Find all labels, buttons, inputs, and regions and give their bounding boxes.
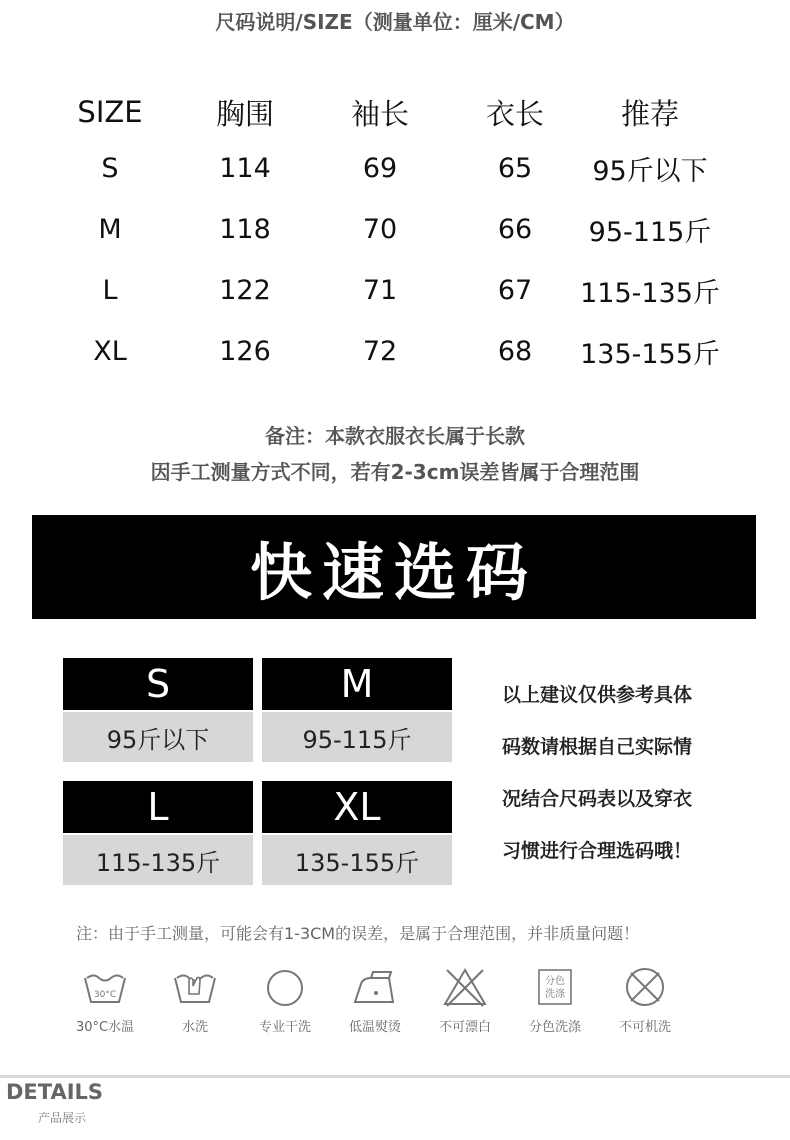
table-cell: 67: [497, 275, 533, 306]
box-text: 洗涤: [545, 989, 565, 1000]
no-machine-wash-icon: [619, 964, 671, 1010]
table-header-row: [40, 86, 770, 138]
size-card-weight: 95-115斤: [262, 712, 452, 762]
table-cell: M: [98, 214, 122, 245]
page-title: 尺码说明/SIZE（测量单位：厘米/CM）: [215, 10, 575, 34]
table-row: [40, 260, 770, 321]
table-cell: 65: [497, 153, 533, 184]
table-cell: 114: [219, 153, 271, 184]
remark-line-2: 因手工测量方式不同，若有2-3cm误差皆属于合理范围: [150, 460, 640, 484]
separate-wash-icon: [529, 964, 581, 1010]
care-label: 不可机洗: [618, 1020, 671, 1035]
size-card-xl: [262, 781, 452, 885]
advice-line: 以上建议仅供参考具体: [502, 684, 693, 706]
care-label: 专业干洗: [258, 1020, 311, 1035]
header-sleeve: 袖长: [350, 96, 409, 131]
table-cell: 122: [219, 275, 271, 306]
care-item: [240, 964, 330, 1035]
care-label: 30°C水温: [75, 1020, 135, 1035]
table-cell: L: [102, 275, 118, 306]
banner-title: 快速选码: [249, 535, 538, 609]
wash-30-icon: [79, 964, 131, 1010]
size-card-l: [63, 781, 253, 885]
care-item: [510, 964, 600, 1035]
details-title: DETAILS: [6, 1080, 104, 1104]
table-cell: 118: [219, 214, 271, 245]
header-chest: 胸围: [215, 96, 274, 131]
table-cell: 66: [497, 214, 533, 245]
header-size: SIZE: [77, 95, 143, 129]
advice-line: 码数请根据自己实际情: [502, 736, 693, 758]
care-icons: [60, 964, 750, 1035]
table-cell: XL: [93, 336, 127, 367]
table-cell: 72: [362, 336, 398, 367]
no-bleach-icon: [439, 964, 491, 1010]
size-card-s: [63, 658, 253, 762]
table-cell: 71: [362, 275, 398, 306]
care-item: [420, 964, 510, 1035]
low-iron-icon: [349, 964, 401, 1010]
care-item: [600, 964, 690, 1035]
box-text: 分色: [545, 976, 565, 987]
quick-pick-banner: [32, 515, 756, 619]
table-row: [40, 321, 770, 382]
care-item: [330, 964, 420, 1035]
dry-clean-icon: [259, 964, 311, 1010]
care-note: 注：由于手工测量，可能会有1-3CM的误差，是属于合理范围，并非质量问题！: [76, 924, 640, 943]
table-row: [40, 199, 770, 260]
care-label: 水洗: [181, 1020, 208, 1035]
divider: [0, 1075, 790, 1078]
table-cell: S: [101, 153, 119, 184]
table-cell: 95斤以下: [592, 156, 708, 187]
size-card-weight: 95斤以下: [63, 712, 253, 762]
remark-line-1: 备注：本款衣服衣长属于长款: [265, 424, 525, 448]
size-advice: [502, 678, 742, 886]
tub-temp-text: 30°C: [93, 990, 117, 1000]
care-label: 分色洗涤: [528, 1020, 581, 1035]
advice-line: 况结合尺码表以及穿衣: [502, 788, 693, 810]
size-card-weight: 115-135斤: [63, 835, 253, 885]
table-cell: 95-115斤: [588, 217, 712, 248]
care-label: 低温熨烫: [348, 1020, 401, 1035]
header-length: 衣长: [485, 96, 544, 131]
care-label: 不可漂白: [438, 1020, 491, 1035]
care-item: [150, 964, 240, 1035]
details-subtitle: 产品展示: [38, 1111, 87, 1125]
size-card-weight: 135-155斤: [262, 835, 452, 885]
header-recommend: 推荐: [620, 96, 679, 131]
hand-wash-icon: [169, 964, 221, 1010]
table-cell: 135-155斤: [580, 339, 720, 370]
table-cell: 69: [362, 153, 398, 184]
table-cell: 115-135斤: [580, 278, 720, 309]
size-card-label: S: [63, 658, 253, 710]
size-card-label: L: [63, 781, 253, 833]
advice-line: 习惯进行合理选码哦！: [502, 840, 693, 862]
table-cell: 68: [497, 336, 533, 367]
size-card-label: M: [262, 658, 452, 710]
size-table: [40, 86, 770, 382]
table-row: [40, 138, 770, 199]
size-card-label: XL: [262, 781, 452, 833]
care-item: [60, 964, 150, 1035]
size-card-m: [262, 658, 452, 762]
table-cell: 70: [362, 214, 398, 245]
table-cell: 126: [219, 336, 271, 367]
